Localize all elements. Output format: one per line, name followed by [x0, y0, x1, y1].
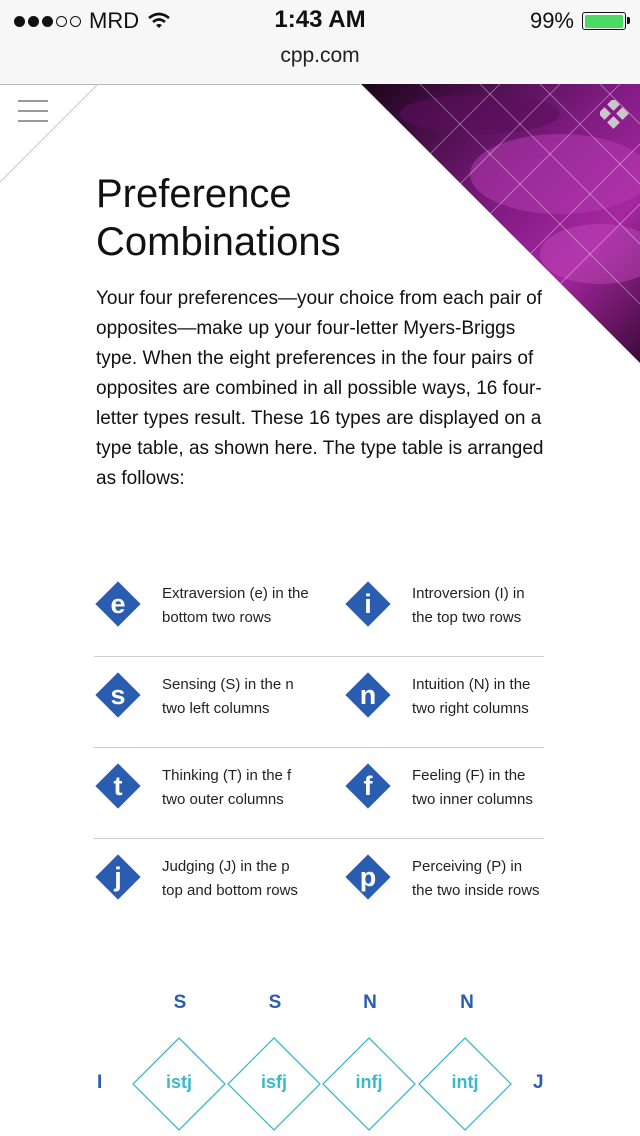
column-header: N	[460, 992, 474, 1013]
legend-row	[94, 748, 544, 839]
column-header: N	[363, 992, 377, 1013]
legend-row	[94, 566, 544, 657]
legend-letter: i	[364, 589, 372, 619]
legend-text: Introversion (I) in the top two rows	[412, 585, 525, 626]
legend-row	[94, 839, 544, 929]
legend-letter: n	[359, 680, 377, 710]
battery-fill	[585, 15, 624, 28]
type-cell-istj[interactable]	[133, 1038, 225, 1130]
column-header: S	[268, 992, 282, 1013]
battery-icon	[582, 12, 626, 30]
legend-text: Judging (J) in the p top and bottom rows	[162, 858, 298, 899]
legend-text: Perceiving (P) in the two inside rows	[412, 858, 540, 899]
legend-item-e	[94, 566, 319, 656]
logo-icon[interactable]	[600, 100, 630, 130]
legend-text: Extraversion (e) in the bottom two rows	[162, 585, 309, 626]
page-title-line2: Combinations	[96, 220, 341, 264]
type-label: infj	[355, 1072, 383, 1092]
battery-percent: 99%	[529, 8, 574, 33]
legend-text: Thinking (T) in the f two outer columns	[162, 767, 292, 808]
status-time: 1:43 AM	[274, 6, 366, 33]
legend-letter: j	[114, 862, 122, 892]
legend-item-f	[344, 748, 569, 838]
type-label: intj	[451, 1072, 479, 1092]
legend-item-i	[344, 566, 569, 656]
column-header: S	[173, 992, 187, 1013]
legend-text: Intuition (N) in the two right columns	[412, 676, 531, 717]
legend-item-p	[344, 839, 569, 929]
legend-letter: e	[110, 589, 126, 619]
row-header-right: J	[533, 1072, 544, 1093]
page-title	[96, 170, 476, 266]
legend-item-j	[94, 839, 319, 929]
legend-row	[94, 657, 544, 748]
legend-letter: t	[113, 771, 123, 801]
type-label: istj	[165, 1072, 192, 1092]
legend-letter: s	[110, 680, 126, 710]
intro-paragraph: Your four preferences—your choice from each pair of opposites—make up your four-letter Myers-Briggs type. When the eight preferences in the four pairs of opposites are combined in all possible ways, 16 four-letter types result. These 16 types are displayed on a type table, as shown here. The type table is arranged as follows:	[96, 288, 544, 489]
type-cell-isfj[interactable]	[228, 1038, 320, 1130]
menu-icon	[18, 100, 48, 102]
status-bar	[0, 0, 640, 85]
corner-diagonal-line	[0, 84, 100, 184]
page-title-line1: Preference	[96, 172, 292, 216]
legend-item-n	[344, 657, 569, 747]
legend-text: Feeling (F) in the two inner columns	[412, 767, 533, 808]
legend-letter: f	[363, 771, 373, 801]
legend-item-t	[94, 748, 319, 838]
type-cell-infj[interactable]	[323, 1038, 415, 1130]
legend-letter: p	[359, 862, 377, 892]
legend-item-s	[94, 657, 319, 747]
url-bar[interactable]: cpp.com	[280, 44, 360, 67]
row-header-left: I	[97, 1072, 103, 1093]
preference-legend	[94, 566, 544, 929]
carrier-name: MRD	[89, 8, 140, 33]
type-cell-intj[interactable]	[419, 1038, 511, 1130]
legend-text: Sensing (S) in the n two left columns	[162, 676, 294, 717]
status-right	[530, 8, 626, 34]
menu-button[interactable]	[18, 100, 48, 130]
type-grid-lines	[0, 1030, 640, 1136]
type-label: isfj	[260, 1072, 287, 1092]
